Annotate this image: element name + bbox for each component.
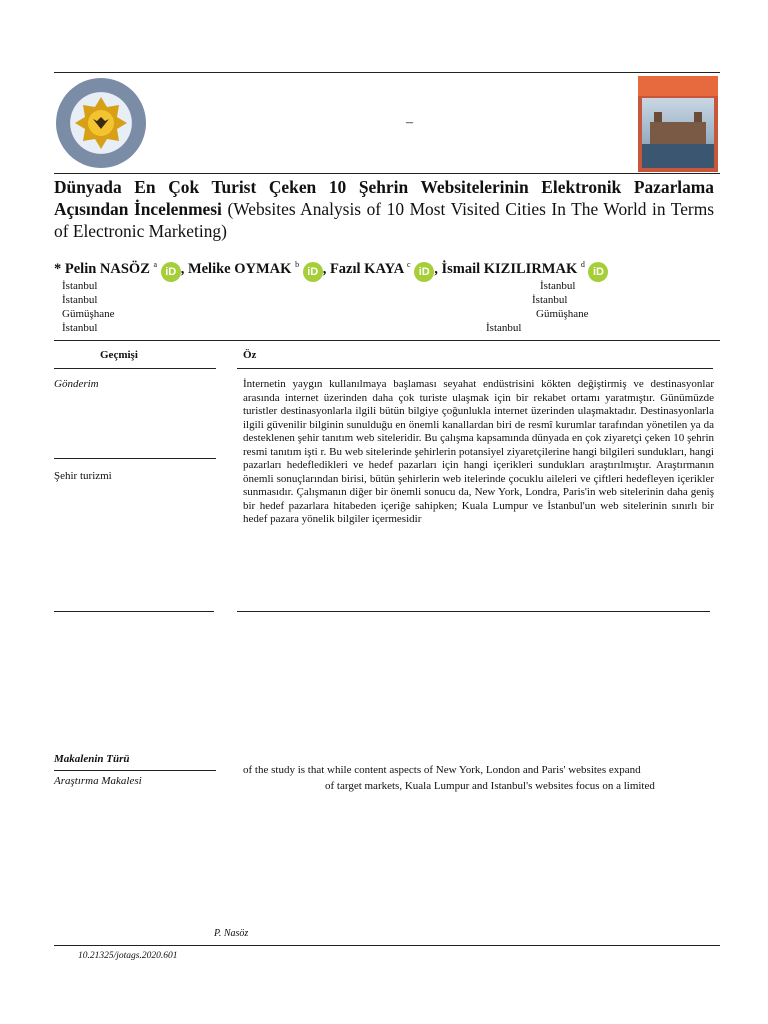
history-rule (54, 368, 216, 369)
journal-logo (56, 78, 146, 168)
author-name: , Fazıl KAYA (322, 260, 404, 277)
abstract-rule (237, 368, 713, 369)
sidebar-rule (54, 458, 216, 459)
header-top-rule (54, 72, 720, 73)
author-name: * Pelin NASÖZ (54, 260, 150, 277)
orcid-icon[interactable]: iD (414, 262, 434, 282)
sidebar-end-rule (54, 611, 214, 612)
author-affiliation-mark: a (153, 260, 158, 269)
submitted-label: Gönderim (54, 378, 99, 390)
footer-author: P. Nasöz (214, 928, 249, 939)
keyword: Şehir turizmi (54, 470, 112, 482)
english-abstract-line: of the study is that while content aspects of New York, London and Paris' websites expand (243, 764, 641, 776)
footer-rule (54, 945, 720, 946)
author-name: , Melike OYMAK (180, 260, 292, 277)
article-title (54, 176, 714, 242)
article-type-rule (54, 770, 216, 771)
article-type-heading: Makalenin Türü (54, 753, 130, 765)
abstract-heading: Öz (243, 349, 257, 361)
author-name: , İsmail KIZILIRMAK (434, 260, 578, 277)
affiliation-left-4: İstanbul (62, 322, 98, 334)
affiliation-right-3: Gümüşhane (536, 308, 589, 320)
affiliation-left-1: İstanbul (62, 280, 98, 292)
orcid-icon[interactable]: iD (588, 262, 608, 282)
history-heading: Geçmişi (100, 349, 138, 361)
header-bottom-rule (54, 173, 720, 174)
doi-link[interactable]: 10.21325/jotags.2020.601 (78, 951, 178, 961)
affiliation-left-3: Gümüşhane (62, 308, 115, 320)
english-abstract-line: of target markets, Kuala Lumpur and Istanbul's websites focus on a limited (325, 779, 655, 792)
orcid-icon[interactable]: iD (161, 262, 181, 282)
title-english: (Websites Analysis of 10 Most Visited Cities In The World in Terms of Electronic Marketing) (54, 199, 714, 241)
affiliation-left-2: İstanbul (62, 294, 98, 306)
author-list (54, 260, 608, 282)
author-affiliation-mark: d (580, 260, 585, 269)
title-turkish: Dünyada En Çok Turist Çeken 10 Şehrin Websitelerinin Elektronik Pazarlama Açısından İncelenmesi (54, 177, 714, 219)
abstract-end-rule (237, 611, 710, 612)
header-separator: – (406, 115, 413, 130)
english-abstract-fragment (243, 763, 714, 794)
journal-cover-image (638, 76, 718, 172)
affiliation-right-4: İstanbul (486, 322, 522, 334)
affiliation-right-2: İstanbul (532, 294, 568, 306)
abstract-text: İnternetin yaygın kullanılmaya başlaması seyahat endüstrisini kökten değiştirmiş ve destinasyonlar arasında internet üzerinden daha çok turiste ulaşmak için bir rekabet ortamı yaratmıştır. Günümüzde turistler destinasyonlarla ilgili bütün bilgiye çoğunlukla internet üzerinden ulaşmaktadır. Destinasyonlarla ilgili güvenilir bilginin sunulduğu en önemli kanallardan biri de resmî kurumlar tarafından yönetilen ya da desteklenen şehir tanıtım web siteleridir. Bu çalışma kapsamında dünyada en çok ziyaretçi çeken 10 şehrin resmi tanıtım işti r. Bu web sitelerinde şehirlerin potansiyel ziyaretçilerine hangi bilgileri sundukları, hangi pazarları hedefledikleri ve hedef pazarları için hangi içerikleri sundukları araştırılmıştır. Araştırmanın önemli sonuçlarından birisi, bütün şehirlerin web itelerinde çocuklu aileleri ve çiftleri hedefleyen içerikler sunmasıdır. Çalışmanın diğer bir önemli sonucu da, New York, Londra, Paris'in web sitelerinin daha geniş bir hedef pazarlara hitabeden içeriğe sahipken; Kuala Lumpur ve İstanbul'un web sitelerinin sınırlı bir hedef pazara yönelik bilgiler içermesidir (243, 378, 714, 525)
affiliation-right-1: İstanbul (540, 280, 576, 292)
article-type: Araştırma Makalesi (54, 775, 142, 787)
author-affiliation-mark: b (295, 260, 300, 269)
author-affiliation-mark: c (407, 260, 411, 269)
orcid-icon[interactable]: iD (303, 262, 323, 282)
eagle-emblem-icon (73, 95, 129, 151)
section-rule (54, 340, 720, 341)
